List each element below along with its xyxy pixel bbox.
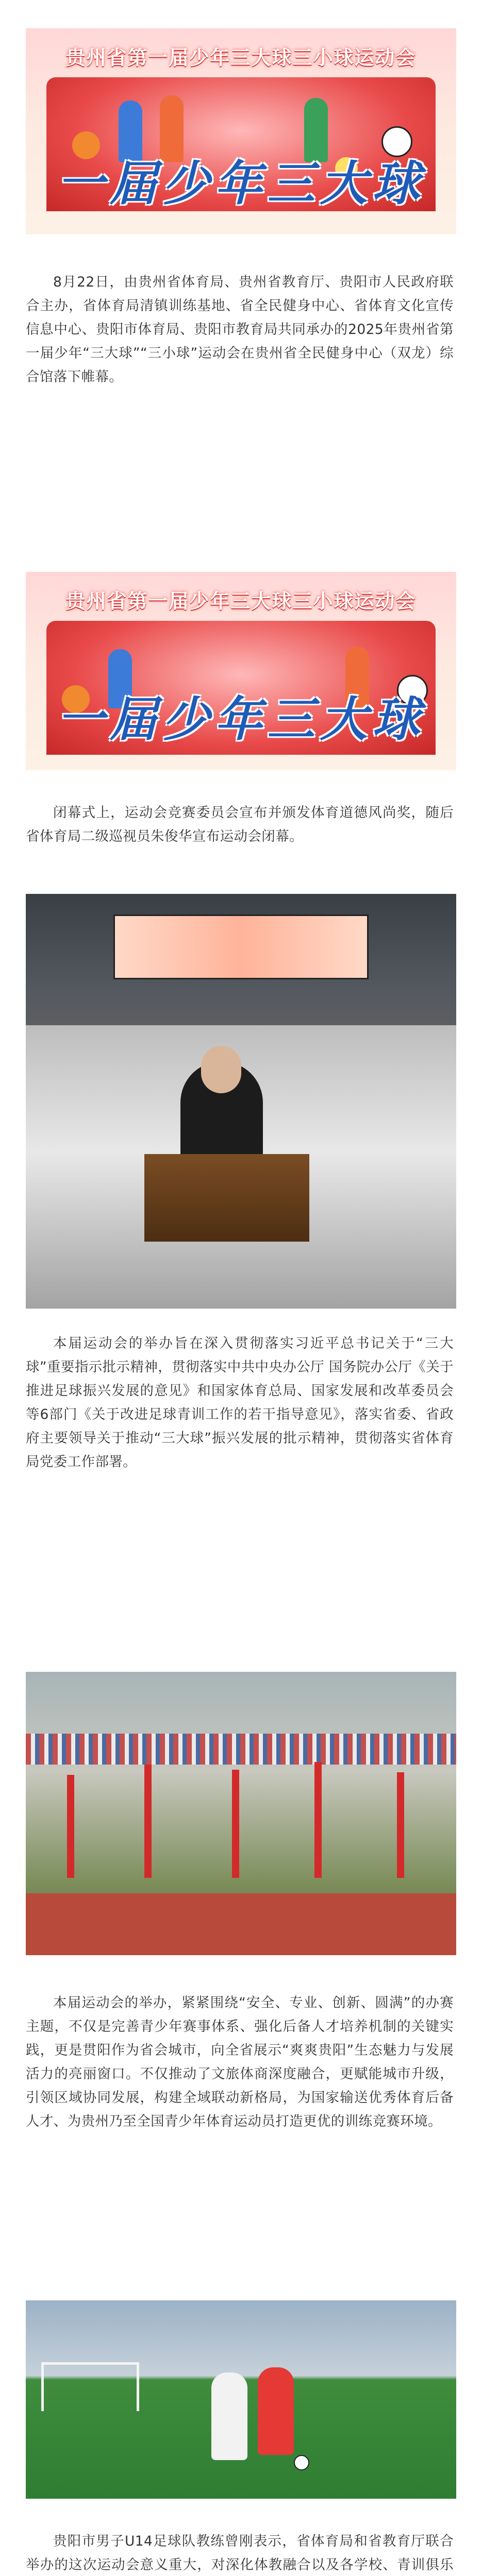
red-flag [232,1770,239,1878]
banner-big-title: 一届少年三大球 [57,156,425,211]
banner-big-title: 一届少年三大球 [57,692,425,747]
red-flag [314,1762,322,1878]
football-icon [294,2455,309,2470]
opening-parade-photo [26,1672,456,1955]
event-banner-image-2 [26,572,456,770]
banner-top-title: 贵州省第一届少年三大球三小球运动会 [65,46,417,69]
podium [144,1154,309,1242]
paragraph-2: 闭幕式上，运动会竞赛委员会宣布并颁发体育道德风尚奖，随后省体育局二级巡视员朱俊华宣布运动会闭幕。 [26,805,454,844]
speaker-head [201,1046,241,1093]
paragraph-1: 8月22日，由贵州省体育局、贵州省教育厅、贵阳市人民政府联合主办，省体育局清镇训练基地、省全民健身中心、省体育文化宣传信息中心、贵阳市体育局、贵阳市教育局共同承办的2025年贵州省第一届少年“三大球”“三小球”运动会在贵州省全民健身中心（双龙）综合馆落下帷幕。 [26,274,454,385]
spectators [26,1734,456,1765]
paragraph-5: 贵阳市男子U14足球队教练曾刚表示，省体育局和省教育厅联合举办的这次运动会意义重大，对深化体教融合以及各学校、青训俱乐 [26,2533,454,2573]
red-flag [397,1772,404,1878]
running-track [26,1893,456,1955]
football-match-photo [26,2300,456,2499]
speaker-at-podium-photo [26,1025,456,1309]
event-banner-image [26,28,456,234]
player-figure [211,2372,247,2460]
paragraph-4: 本届运动会的举办，紧紧围绕“安全、专业、创新、圆满”的办赛主题，不仅是完善青少年赛事体系、强化后备人才培养机制的关键实践，更是贯阳作为省会城市，向全省展示“爽爽贵阳”生态魅力与发展活力的亮丽窗口。不仅推动了文旅体商深度融合，更赋能城市升级，引领区域协同发展，构建全域联动新格局，为国家输送优秀体育后备人才、为贵州乃至全国青少年体育运动员打造更优的训练竞赛环境。 [26,1995,454,2129]
stage-screen [113,914,369,979]
paragraph-3: 本届运动会的举办旨在深入贯彻落实习近平总书记关于“三大球”重要指示批示精神，贯彻落实中共中央办公厅 国务院办公厅《关于推进足球振兴发展的意见》和国家体育总局、国家发展和改革委员会等6部门《关于改进足球青训工作的若干指导意见》，落实省委、省政府主要领导关于推动“三大球”振兴发展的批示精神，贯彻落实省体育局党委工作部署。 [26,1335,454,1470]
player-figure [258,2367,294,2455]
red-flag [67,1775,74,1878]
red-flag [144,1765,152,1878]
goal-frame [41,2362,139,2411]
banner-top-title: 贵州省第一届少年三大球三小球运动会 [65,590,417,613]
